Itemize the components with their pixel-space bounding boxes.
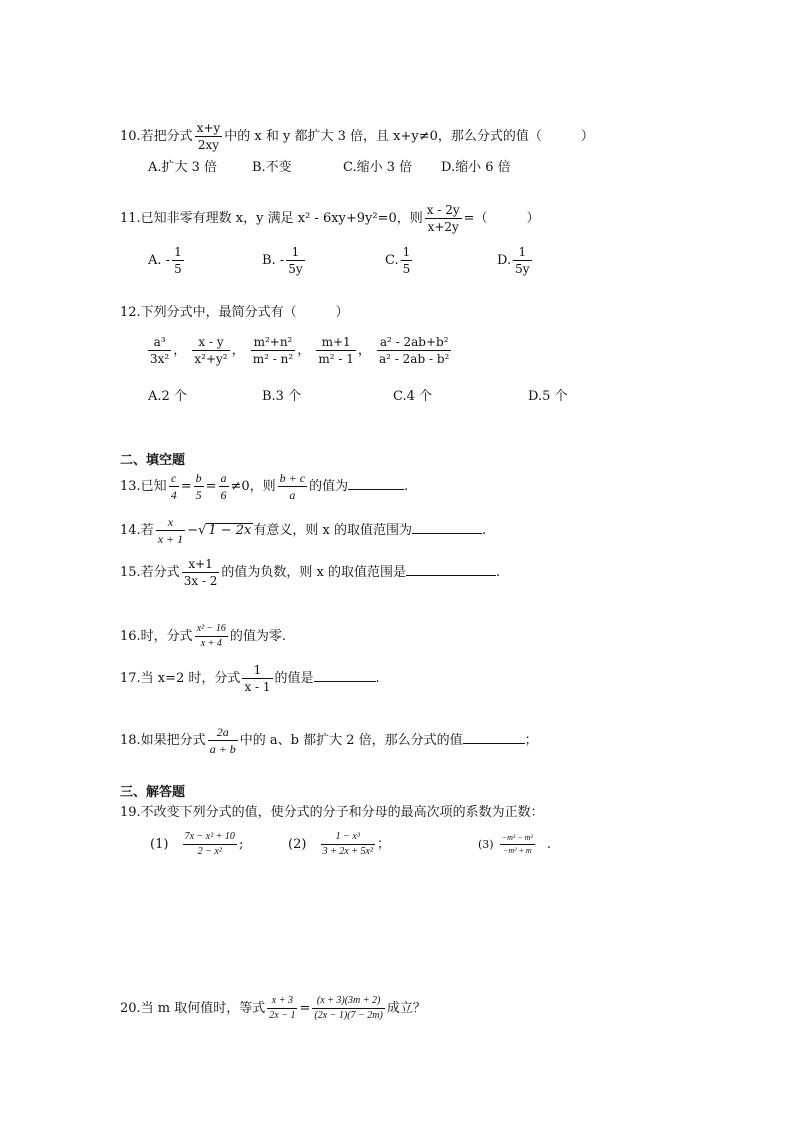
q10-suffix: 中的 x 和 y 都扩大 3 倍，且 x+y≠0，那么分式的值（ ） — [224, 129, 594, 144]
q13-fraction-target: $\frac{b + c}{a}$ — [279, 471, 306, 502]
q19-part-3-fraction: $\frac{\text{−m³ − m²}}{\text{−m² + m}}$ — [501, 833, 533, 855]
q11-fraction: $\frac{x - 2y}{x+2y}$ — [426, 203, 460, 234]
q19-part-1: (1) $\frac{\text{7x − x² + 10}}{\text{2 − x²}}$ ; — [150, 831, 244, 857]
q11-option-c: C. $\frac{1}{5}$ — [385, 245, 411, 276]
q11-prefix: 11.已知非零有理数 x，y 满足 x² - 6xy+9y²=0，则 — [120, 211, 423, 226]
q19-part-3: (3) $\frac{\text{−m³ − m²}}{\text{−m² + m}}$ . — [478, 833, 552, 855]
q12-fraction-5: $\frac{\text{a² - 2ab+b²}}{\text{a² - 2ab - b²}}$ — [379, 335, 450, 366]
q16-fraction: $\frac{\text{x² − 16}}{x + 4}$ — [196, 623, 226, 649]
q12-fraction-4: $\frac{m+1}{\text{m² - 1}}$ — [318, 335, 354, 366]
question-11 — [120, 204, 540, 233]
q10-prefix: 10.若把分式 — [120, 129, 193, 144]
question-12: 12.下列分式中，最简分式有（ ） — [120, 305, 349, 320]
q12-fraction-2: $\frac{x - y}{\text{x²+y²}}$ — [194, 335, 228, 366]
q11-option-a: A. - $\frac{1}{5}$ — [148, 245, 182, 276]
q14-fraction: $\frac{x}{x + 1}$ — [157, 515, 184, 546]
q13-fraction-c4: $\frac{c}{4}$ — [170, 471, 177, 502]
q20-right-fraction: $\frac{(x + 3)(3m + 2)}{(2x - 1)(7 - 2m)}$ — [314, 995, 383, 1021]
q10-option-b: B.不变 — [252, 160, 292, 175]
q11-option-d: D. $\frac{1}{5y}$ — [497, 245, 530, 276]
q12-option-b: B.3 个 — [262, 389, 302, 404]
section-3-title: 三、解答题 — [120, 785, 186, 800]
q17-fraction: $\frac{1}{x - 1}$ — [244, 663, 271, 694]
q12-option-a: A.2 个 — [148, 389, 187, 404]
q19-part-1-fraction: $\frac{\text{7x − x² + 10}}{\text{2 − x²}}$ — [184, 831, 235, 857]
q10-option-c: C.缩小 3 倍 — [343, 160, 413, 175]
question-14: 14.若 $\frac{x}{x + 1}$ −√ 1 − 2x 有意义，则 x 的取值范围为 . — [120, 515, 487, 546]
q15-fraction: $\frac{x+1}{3x - 2}$ — [183, 557, 218, 588]
question-18: 18.如果把分式 $\frac{2a}{a + b}$ 中的 a、b 都扩大 2 倍，那么分式的值 ； — [120, 725, 538, 756]
question-17: 17.当 x=2 时，分式 $\frac{1}{x - 1}$ 的值是 . — [120, 663, 380, 694]
q10-option-a: A.扩大 3 倍 — [148, 160, 218, 175]
q18-answer-blank[interactable] — [463, 731, 525, 744]
q17-answer-blank[interactable] — [314, 669, 376, 682]
q20-left-fraction: $\frac{x + 3}{2x - 1}$ — [269, 995, 296, 1021]
q19-part-2: (2) $\frac{\text{1 − x³}}{\text{3 + 2x + 5x²}}$ ； — [288, 831, 390, 857]
section-2-title: 二、填空题 — [120, 453, 186, 468]
q13-fraction-b5: $\frac{b}{5}$ — [195, 471, 202, 502]
q14-radicand: 1 − 2x — [208, 523, 252, 538]
q11-option-b: B. - $\frac{1}{5y}$ — [262, 245, 303, 276]
q15-answer-blank[interactable] — [406, 563, 496, 576]
q12-fraction-3: $\frac{\text{m²+n²}}{\text{m² - n²}}$ — [252, 335, 294, 366]
q12-fraction-1: $\frac{\text{a³}}{\text{3x²}}$ — [150, 335, 170, 366]
q12-option-d: D.5 个 — [528, 389, 568, 404]
question-10 — [120, 122, 594, 151]
q10-fraction: $\frac{x+y}{2xy}$ — [196, 121, 221, 152]
q13-answer-blank[interactable] — [348, 477, 404, 490]
q18-fraction: $\frac{2a}{a + b}$ — [209, 725, 236, 756]
q19-part-2-fraction: $\frac{\text{1 − x³}}{\text{3 + 2x + 5x²}}$ — [322, 831, 373, 857]
q12-fraction-list: $\frac{\text{a³}}{\text{3x²}}$ ， $\frac{x - y}{\text{x²+y²}}$ ， $\frac{\text{m²+n²}}{\text{m² - n²}}$ ， $\frac{m+1}{\text{m² - 1}}$ ， $\frac{\text{a² - 2ab+b²}}{\text{a² - 2ab - b²}}$ — [150, 335, 450, 366]
q10-option-d: D.缩小 6 倍 — [441, 160, 511, 175]
question-15: 15.若分式 $\frac{x+1}{3x - 2}$ 的值为负数，则 x 的取值范围是 . — [120, 557, 501, 588]
question-13: 13.已知 $\frac{c}{4}$ = $\frac{b}{5}$ = $\frac{a}{6}$ ≠0，则 $\frac{b + c}{a}$ 的值为 . — [120, 471, 409, 502]
q12-option-c: C.4 个 — [393, 389, 433, 404]
q11-suffix: =（ ） — [463, 211, 540, 226]
question-16: 16.时，分式 $\frac{\text{x² − 16}}{x + 4}$ 的值为零. — [120, 623, 287, 649]
q14-answer-blank[interactable] — [412, 521, 482, 534]
sqrt-symbol: √ — [198, 523, 207, 538]
q13-fraction-a6: $\frac{a}{6}$ — [220, 471, 227, 502]
question-20: 20.当 m 取何值时，等式 $\frac{x + 3}{2x - 1}$ = $\frac{(x + 3)(3m + 2)}{(2x - 1)(7 - 2m)}$ 成立？ — [120, 995, 426, 1021]
question-19: 19.不改变下列分式的值，使分式的分子和分母的最高次项的系数为正数： — [120, 805, 544, 820]
